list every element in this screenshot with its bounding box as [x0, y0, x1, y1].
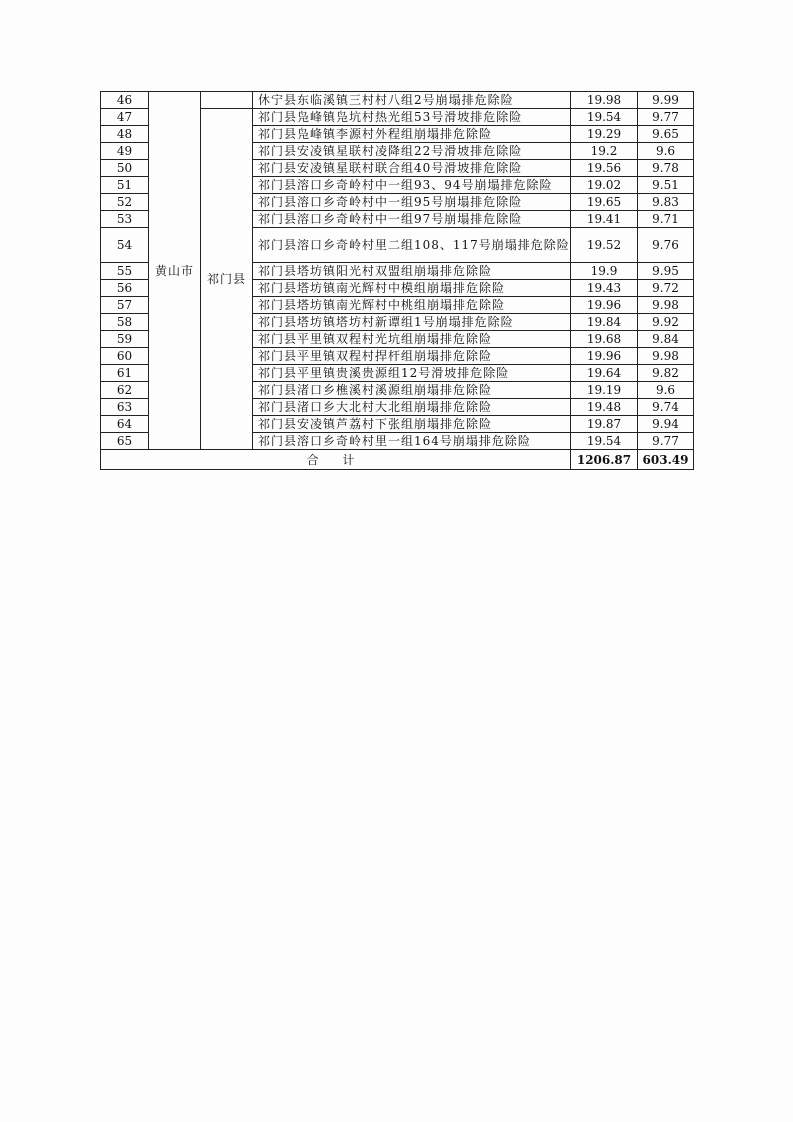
- row-number-cell: 46: [101, 92, 149, 109]
- project-name-cell: 祁门县安凌镇星联村联合组40号滑坡排危除险: [253, 160, 571, 177]
- project-name-cell: 祁门县平里镇双程村光坑组崩塌排危除险: [253, 331, 571, 348]
- row-number-cell: 61: [101, 365, 149, 382]
- project-name-cell: 祁门县安凌镇芦荔村下张组崩塌排危除险: [253, 416, 571, 433]
- subsidy-cell: 9.76: [638, 228, 694, 263]
- row-number-cell: 51: [101, 177, 149, 194]
- amount-cell: 19.43: [571, 280, 638, 297]
- project-name-cell: 祁门县塔坊镇塔坊村新谭组1号崩塌排危除险: [253, 314, 571, 331]
- project-name-cell: 祁门县溶口乡奇岭村中一组93、94号崩塌排危除险: [253, 177, 571, 194]
- project-name-cell: 祁门县溶口乡奇岭村里一组164号崩塌排危除险: [253, 433, 571, 450]
- subsidy-cell: 9.51: [638, 177, 694, 194]
- amount-cell: 19.96: [571, 348, 638, 365]
- project-name-cell: 祁门县塔坊镇南光辉村中模组崩塌排危除险: [253, 280, 571, 297]
- subsidy-cell: 9.72: [638, 280, 694, 297]
- project-name-cell: 祁门县塔坊镇南光辉村中桃组崩塌排危除险: [253, 297, 571, 314]
- amount-cell: 19.98: [571, 92, 638, 109]
- total-subsidy: 603.49: [638, 450, 694, 470]
- project-name-cell: 祁门县渚口乡樵溪村溪源组崩塌排危除险: [253, 382, 571, 399]
- row-number-cell: 54: [101, 228, 149, 263]
- amount-cell: 19.84: [571, 314, 638, 331]
- subsidy-cell: 9.82: [638, 365, 694, 382]
- row-number-cell: 62: [101, 382, 149, 399]
- project-name-cell: 祁门县溶口乡奇岭村中一组97号崩塌排危除险: [253, 211, 571, 228]
- amount-cell: 19.41: [571, 211, 638, 228]
- total-label: 合 计: [101, 450, 571, 470]
- subsidy-cell: 9.65: [638, 126, 694, 143]
- row-number-cell: 64: [101, 416, 149, 433]
- subsidy-cell: 9.95: [638, 263, 694, 280]
- subsidy-cell: 9.71: [638, 211, 694, 228]
- row-number-cell: 53: [101, 211, 149, 228]
- amount-cell: 19.02: [571, 177, 638, 194]
- project-name-cell: 祁门县安凌镇星联村凌降组22号滑坡排危除险: [253, 143, 571, 160]
- amount-cell: 19.64: [571, 365, 638, 382]
- project-name-cell: 祁门县溶口乡奇岭村里二组108、117号崩塌排危除险: [253, 228, 571, 263]
- row-number-cell: 63: [101, 399, 149, 416]
- total-amount: 1206.87: [571, 450, 638, 470]
- subsidy-cell: 9.78: [638, 160, 694, 177]
- subsidy-cell: 9.98: [638, 348, 694, 365]
- subsidy-cell: 9.99: [638, 92, 694, 109]
- row-number-cell: 52: [101, 194, 149, 211]
- row-number-cell: 65: [101, 433, 149, 450]
- amount-cell: 19.29: [571, 126, 638, 143]
- amount-cell: 19.52: [571, 228, 638, 263]
- project-table: [100, 91, 694, 470]
- amount-cell: 19.19: [571, 382, 638, 399]
- row-number-cell: 49: [101, 143, 149, 160]
- project-name-cell: 祁门县溶口乡奇岭村中一组95号崩塌排危除险: [253, 194, 571, 211]
- subsidy-cell: 9.84: [638, 331, 694, 348]
- project-table-body: [101, 92, 694, 470]
- subsidy-cell: 9.6: [638, 143, 694, 160]
- total-row: [101, 450, 694, 470]
- county-cell: 祁门县: [201, 109, 253, 450]
- subsidy-cell: 9.6: [638, 382, 694, 399]
- row-number-cell: 59: [101, 331, 149, 348]
- subsidy-cell: 9.83: [638, 194, 694, 211]
- subsidy-cell: 9.77: [638, 433, 694, 450]
- row-number-cell: 60: [101, 348, 149, 365]
- subsidy-cell: 9.94: [638, 416, 694, 433]
- subsidy-cell: 9.92: [638, 314, 694, 331]
- amount-cell: 19.68: [571, 331, 638, 348]
- row-number-cell: 58: [101, 314, 149, 331]
- blank-county-cell: [201, 92, 253, 109]
- amount-cell: 19.48: [571, 399, 638, 416]
- amount-cell: 19.2: [571, 143, 638, 160]
- project-name-cell: 祁门县凫峰镇李源村外程组崩塌排危除险: [253, 126, 571, 143]
- table-row: [101, 92, 694, 109]
- subsidy-cell: 9.98: [638, 297, 694, 314]
- row-number-cell: 57: [101, 297, 149, 314]
- amount-cell: 19.54: [571, 433, 638, 450]
- amount-cell: 19.65: [571, 194, 638, 211]
- amount-cell: 19.54: [571, 109, 638, 126]
- project-name-cell: 休宁县东临溪镇三村村八组2号崩塌排危除险: [253, 92, 571, 109]
- amount-cell: 19.56: [571, 160, 638, 177]
- subsidy-cell: 9.77: [638, 109, 694, 126]
- row-number-cell: 50: [101, 160, 149, 177]
- row-number-cell: 56: [101, 280, 149, 297]
- project-name-cell: 祁门县平里镇双程村捍杆组崩塌排危除险: [253, 348, 571, 365]
- row-number-cell: 55: [101, 263, 149, 280]
- amount-cell: 19.96: [571, 297, 638, 314]
- row-number-cell: 47: [101, 109, 149, 126]
- project-name-cell: 祁门县凫峰镇凫坑村热光组53号滑坡排危除险: [253, 109, 571, 126]
- row-number-cell: 48: [101, 126, 149, 143]
- project-name-cell: 祁门县平里镇贵溪贵源组12号滑坡排危除险: [253, 365, 571, 382]
- amount-cell: 19.9: [571, 263, 638, 280]
- project-name-cell: 祁门县塔坊镇阳光村双盟组崩塌排危除险: [253, 263, 571, 280]
- city-cell: 黄山市: [149, 92, 201, 450]
- subsidy-cell: 9.74: [638, 399, 694, 416]
- project-name-cell: 祁门县渚口乡大北村大北组崩塌排危除险: [253, 399, 571, 416]
- amount-cell: 19.87: [571, 416, 638, 433]
